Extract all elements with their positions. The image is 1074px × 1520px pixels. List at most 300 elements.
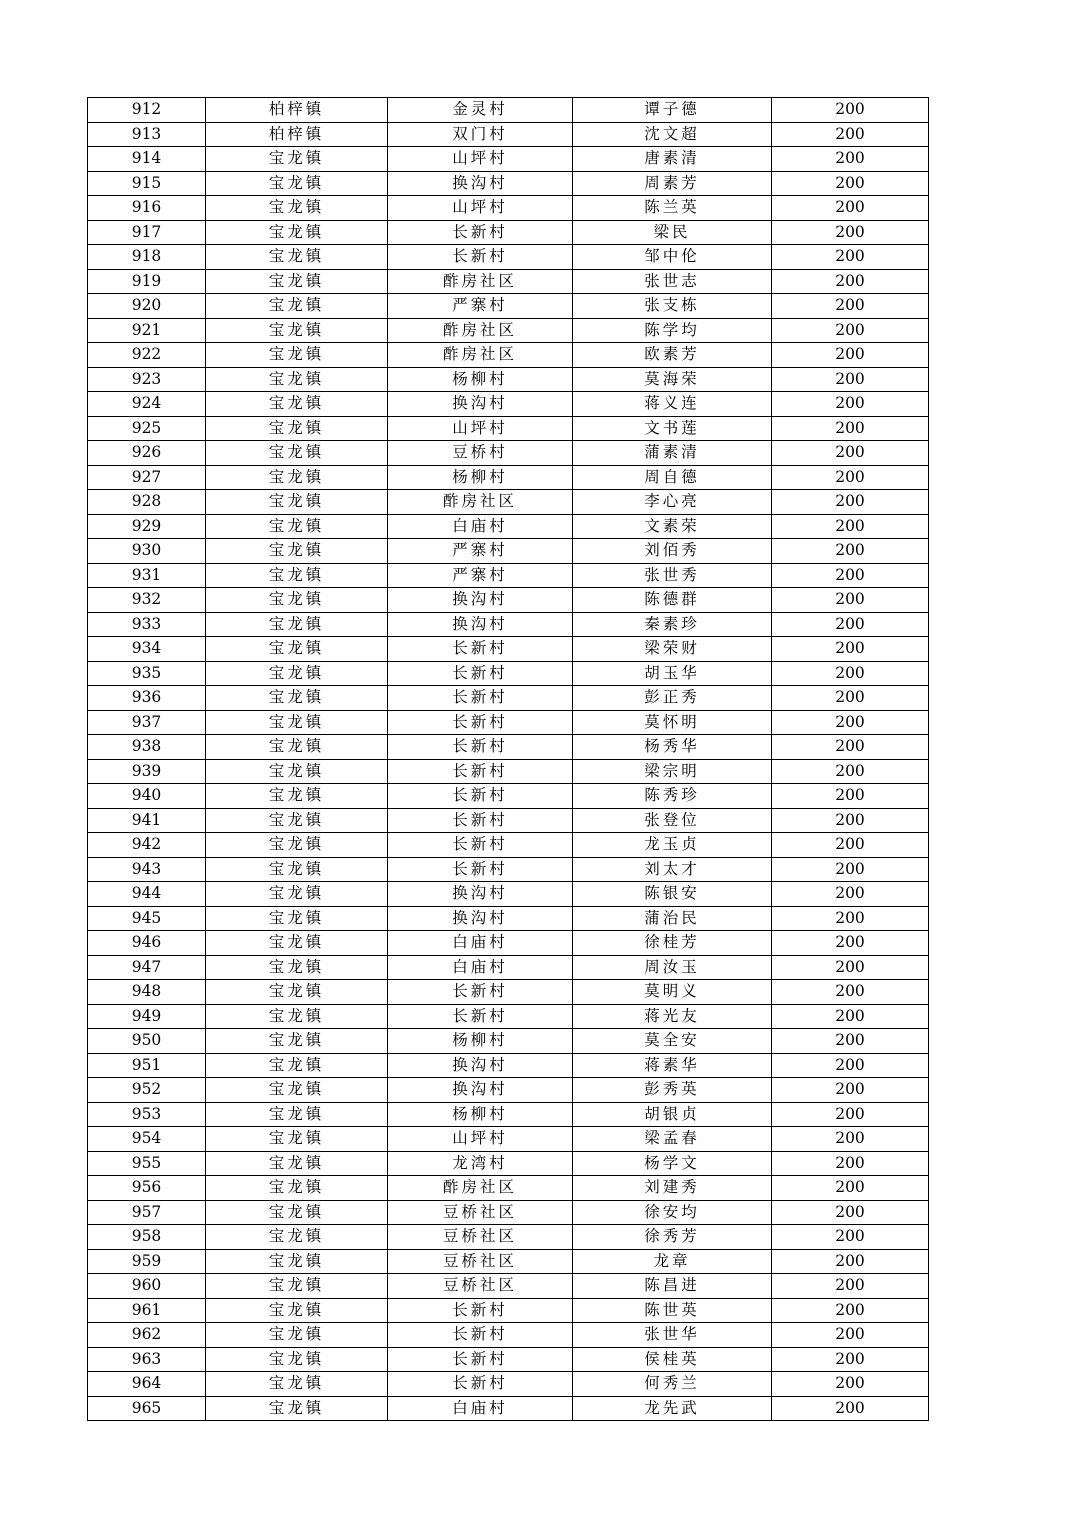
cell-serial-number: 929 <box>88 514 206 539</box>
cell-town: 宝龙镇 <box>206 171 388 196</box>
cell-town: 宝龙镇 <box>206 710 388 735</box>
cell-serial-number: 921 <box>88 318 206 343</box>
cell-name: 张世秀 <box>573 563 772 588</box>
table-row <box>88 98 929 123</box>
cell-town: 宝龙镇 <box>206 612 388 637</box>
cell-amount: 200 <box>772 637 929 662</box>
cell-name: 陈昌进 <box>573 1274 772 1299</box>
cell-town: 宝龙镇 <box>206 1274 388 1299</box>
cell-name: 唐素清 <box>573 147 772 172</box>
cell-serial-number: 960 <box>88 1274 206 1299</box>
cell-serial-number: 920 <box>88 294 206 319</box>
cell-village: 换沟村 <box>388 392 573 417</box>
cell-name: 何秀兰 <box>573 1372 772 1397</box>
cell-town: 宝龙镇 <box>206 1151 388 1176</box>
cell-serial-number: 932 <box>88 588 206 613</box>
cell-serial-number: 924 <box>88 392 206 417</box>
table-row <box>88 122 929 147</box>
cell-village: 豆桥社区 <box>388 1200 573 1225</box>
cell-serial-number: 937 <box>88 710 206 735</box>
table-row <box>88 1274 929 1299</box>
cell-village: 换沟村 <box>388 906 573 931</box>
table-row <box>88 465 929 490</box>
cell-amount: 200 <box>772 392 929 417</box>
cell-amount: 200 <box>772 833 929 858</box>
cell-name: 蒋义连 <box>573 392 772 417</box>
cell-town: 宝龙镇 <box>206 661 388 686</box>
cell-amount: 200 <box>772 1151 929 1176</box>
cell-serial-number: 927 <box>88 465 206 490</box>
cell-name: 陈学均 <box>573 318 772 343</box>
cell-amount: 200 <box>772 220 929 245</box>
cell-serial-number: 948 <box>88 980 206 1005</box>
cell-town: 宝龙镇 <box>206 1200 388 1225</box>
cell-town: 宝龙镇 <box>206 857 388 882</box>
cell-town: 宝龙镇 <box>206 343 388 368</box>
cell-name: 刘建秀 <box>573 1176 772 1201</box>
cell-village: 白庙村 <box>388 931 573 956</box>
table-row <box>88 514 929 539</box>
cell-amount: 200 <box>772 563 929 588</box>
cell-town: 宝龙镇 <box>206 490 388 515</box>
table-row <box>88 392 929 417</box>
cell-village: 金灵村 <box>388 98 573 123</box>
cell-town: 宝龙镇 <box>206 269 388 294</box>
cell-village: 长新村 <box>388 784 573 809</box>
cell-town: 宝龙镇 <box>206 588 388 613</box>
table-row <box>88 980 929 1005</box>
table-row <box>88 710 929 735</box>
cell-town: 宝龙镇 <box>206 1372 388 1397</box>
cell-name: 刘太才 <box>573 857 772 882</box>
cell-amount: 200 <box>772 882 929 907</box>
table-row <box>88 1151 929 1176</box>
cell-village: 换沟村 <box>388 882 573 907</box>
table-row <box>88 1249 929 1274</box>
cell-amount: 200 <box>772 735 929 760</box>
cell-name: 陈银安 <box>573 882 772 907</box>
cell-village: 豆桥社区 <box>388 1225 573 1250</box>
cell-village: 长新村 <box>388 1347 573 1372</box>
cell-village: 白庙村 <box>388 1396 573 1421</box>
cell-village: 白庙村 <box>388 514 573 539</box>
cell-serial-number: 931 <box>88 563 206 588</box>
cell-town: 柏梓镇 <box>206 98 388 123</box>
cell-serial-number: 956 <box>88 1176 206 1201</box>
cell-amount: 200 <box>772 318 929 343</box>
cell-name: 陈兰英 <box>573 196 772 221</box>
cell-amount: 200 <box>772 710 929 735</box>
cell-name: 梁孟春 <box>573 1127 772 1152</box>
cell-amount: 200 <box>772 1372 929 1397</box>
cell-amount: 200 <box>772 1225 929 1250</box>
cell-town: 宝龙镇 <box>206 465 388 490</box>
cell-amount: 200 <box>772 1323 929 1348</box>
cell-village: 杨柳村 <box>388 465 573 490</box>
cell-name: 秦素珍 <box>573 612 772 637</box>
cell-amount: 200 <box>772 980 929 1005</box>
cell-name: 邹中伦 <box>573 245 772 270</box>
cell-amount: 200 <box>772 1053 929 1078</box>
cell-amount: 200 <box>772 1347 929 1372</box>
cell-town: 柏梓镇 <box>206 122 388 147</box>
table-row <box>88 147 929 172</box>
cell-village: 豆桥社区 <box>388 1249 573 1274</box>
cell-serial-number: 940 <box>88 784 206 809</box>
cell-town: 宝龙镇 <box>206 833 388 858</box>
cell-amount: 200 <box>772 661 929 686</box>
cell-name: 莫怀明 <box>573 710 772 735</box>
cell-town: 宝龙镇 <box>206 882 388 907</box>
cell-amount: 200 <box>772 245 929 270</box>
cell-serial-number: 938 <box>88 735 206 760</box>
cell-name: 龙章 <box>573 1249 772 1274</box>
cell-serial-number: 957 <box>88 1200 206 1225</box>
cell-village: 酢房社区 <box>388 490 573 515</box>
cell-name: 周自德 <box>573 465 772 490</box>
cell-name: 陈世英 <box>573 1298 772 1323</box>
cell-town: 宝龙镇 <box>206 1249 388 1274</box>
cell-serial-number: 916 <box>88 196 206 221</box>
cell-name: 张世华 <box>573 1323 772 1348</box>
table-row <box>88 637 929 662</box>
cell-name: 刘佰秀 <box>573 539 772 564</box>
table-row <box>88 686 929 711</box>
cell-name: 蒋素华 <box>573 1053 772 1078</box>
cell-town: 宝龙镇 <box>206 808 388 833</box>
cell-village: 换沟村 <box>388 588 573 613</box>
table-row <box>88 1200 929 1225</box>
table-row <box>88 490 929 515</box>
table-row <box>88 196 929 221</box>
cell-serial-number: 918 <box>88 245 206 270</box>
cell-amount: 200 <box>772 1274 929 1299</box>
table-row <box>88 1029 929 1054</box>
cell-town: 宝龙镇 <box>206 392 388 417</box>
table-row <box>88 759 929 784</box>
cell-serial-number: 964 <box>88 1372 206 1397</box>
cell-amount: 200 <box>772 1249 929 1274</box>
table-row <box>88 1396 929 1421</box>
cell-town: 宝龙镇 <box>206 147 388 172</box>
cell-town: 宝龙镇 <box>206 563 388 588</box>
cell-village: 换沟村 <box>388 612 573 637</box>
cell-village: 长新村 <box>388 710 573 735</box>
cell-town: 宝龙镇 <box>206 416 388 441</box>
cell-name: 徐桂芳 <box>573 931 772 956</box>
cell-village: 长新村 <box>388 980 573 1005</box>
table-row <box>88 171 929 196</box>
cell-town: 宝龙镇 <box>206 1298 388 1323</box>
cell-amount: 200 <box>772 367 929 392</box>
table-row <box>88 367 929 392</box>
cell-amount: 200 <box>772 857 929 882</box>
cell-town: 宝龙镇 <box>206 1029 388 1054</box>
table-row <box>88 318 929 343</box>
cell-village: 长新村 <box>388 808 573 833</box>
cell-name: 彭秀英 <box>573 1078 772 1103</box>
cell-amount: 200 <box>772 759 929 784</box>
cell-amount: 200 <box>772 1102 929 1127</box>
table-row <box>88 1298 929 1323</box>
table-row <box>88 661 929 686</box>
cell-name: 彭正秀 <box>573 686 772 711</box>
cell-name: 李心亮 <box>573 490 772 515</box>
cell-name: 文素荣 <box>573 514 772 539</box>
cell-serial-number: 925 <box>88 416 206 441</box>
table-row <box>88 955 929 980</box>
table-row <box>88 343 929 368</box>
cell-amount: 200 <box>772 808 929 833</box>
cell-name: 杨学文 <box>573 1151 772 1176</box>
cell-serial-number: 962 <box>88 1323 206 1348</box>
cell-name: 徐秀芳 <box>573 1225 772 1250</box>
cell-amount: 200 <box>772 1029 929 1054</box>
cell-serial-number: 939 <box>88 759 206 784</box>
cell-amount: 200 <box>772 686 929 711</box>
cell-amount: 200 <box>772 514 929 539</box>
table-row <box>88 1078 929 1103</box>
cell-amount: 200 <box>772 1298 929 1323</box>
cell-village: 酢房社区 <box>388 269 573 294</box>
cell-name: 梁荣财 <box>573 637 772 662</box>
table-row <box>88 1176 929 1201</box>
cell-name: 莫全安 <box>573 1029 772 1054</box>
cell-serial-number: 936 <box>88 686 206 711</box>
cell-village: 长新村 <box>388 1004 573 1029</box>
table-row <box>88 1347 929 1372</box>
cell-village: 长新村 <box>388 245 573 270</box>
cell-name: 梁民 <box>573 220 772 245</box>
table-row <box>88 735 929 760</box>
cell-town: 宝龙镇 <box>206 1347 388 1372</box>
table-row <box>88 882 929 907</box>
cell-serial-number: 919 <box>88 269 206 294</box>
cell-village: 山坪村 <box>388 147 573 172</box>
cell-amount: 200 <box>772 784 929 809</box>
cell-amount: 200 <box>772 269 929 294</box>
cell-name: 徐安均 <box>573 1200 772 1225</box>
table-row <box>88 1053 929 1078</box>
cell-village: 山坪村 <box>388 196 573 221</box>
cell-serial-number: 959 <box>88 1249 206 1274</box>
cell-village: 长新村 <box>388 1323 573 1348</box>
cell-village: 长新村 <box>388 686 573 711</box>
cell-town: 宝龙镇 <box>206 931 388 956</box>
cell-amount: 200 <box>772 588 929 613</box>
cell-village: 山坪村 <box>388 1127 573 1152</box>
cell-village: 长新村 <box>388 220 573 245</box>
cell-serial-number: 945 <box>88 906 206 931</box>
cell-serial-number: 952 <box>88 1078 206 1103</box>
table-row <box>88 588 929 613</box>
cell-town: 宝龙镇 <box>206 686 388 711</box>
cell-town: 宝龙镇 <box>206 367 388 392</box>
cell-village: 长新村 <box>388 857 573 882</box>
table-row <box>88 833 929 858</box>
cell-amount: 200 <box>772 539 929 564</box>
cell-village: 长新村 <box>388 661 573 686</box>
cell-name: 胡银贞 <box>573 1102 772 1127</box>
cell-amount: 200 <box>772 294 929 319</box>
cell-village: 换沟村 <box>388 1078 573 1103</box>
cell-serial-number: 941 <box>88 808 206 833</box>
cell-serial-number: 942 <box>88 833 206 858</box>
cell-serial-number: 912 <box>88 98 206 123</box>
cell-amount: 200 <box>772 98 929 123</box>
table-row <box>88 906 929 931</box>
cell-village: 长新村 <box>388 637 573 662</box>
cell-name: 蒲素清 <box>573 441 772 466</box>
cell-amount: 200 <box>772 122 929 147</box>
cell-serial-number: 926 <box>88 441 206 466</box>
cell-town: 宝龙镇 <box>206 1053 388 1078</box>
cell-village: 长新村 <box>388 1298 573 1323</box>
cell-town: 宝龙镇 <box>206 735 388 760</box>
cell-serial-number: 923 <box>88 367 206 392</box>
cell-village: 换沟村 <box>388 1053 573 1078</box>
cell-town: 宝龙镇 <box>206 441 388 466</box>
cell-name: 陈德群 <box>573 588 772 613</box>
cell-name: 张世志 <box>573 269 772 294</box>
cell-town: 宝龙镇 <box>206 245 388 270</box>
cell-village: 长新村 <box>388 1372 573 1397</box>
cell-village: 豆桥村 <box>388 441 573 466</box>
cell-serial-number: 917 <box>88 220 206 245</box>
table-body <box>88 98 929 1421</box>
cell-serial-number: 943 <box>88 857 206 882</box>
cell-town: 宝龙镇 <box>206 196 388 221</box>
cell-amount: 200 <box>772 171 929 196</box>
cell-serial-number: 965 <box>88 1396 206 1421</box>
cell-name: 杨秀华 <box>573 735 772 760</box>
table-row <box>88 220 929 245</box>
cell-village: 酢房社区 <box>388 1176 573 1201</box>
cell-serial-number: 935 <box>88 661 206 686</box>
table-row <box>88 245 929 270</box>
table-row <box>88 1323 929 1348</box>
cell-serial-number: 950 <box>88 1029 206 1054</box>
table-row <box>88 539 929 564</box>
cell-name: 莫海荣 <box>573 367 772 392</box>
cell-amount: 200 <box>772 906 929 931</box>
table-row <box>88 563 929 588</box>
cell-amount: 200 <box>772 441 929 466</box>
cell-village: 双门村 <box>388 122 573 147</box>
data-table <box>87 97 929 1421</box>
cell-amount: 200 <box>772 1396 929 1421</box>
table-row <box>88 1102 929 1127</box>
cell-town: 宝龙镇 <box>206 637 388 662</box>
cell-amount: 200 <box>772 1078 929 1103</box>
cell-amount: 200 <box>772 612 929 637</box>
cell-village: 杨柳村 <box>388 367 573 392</box>
cell-amount: 200 <box>772 1127 929 1152</box>
cell-amount: 200 <box>772 1176 929 1201</box>
cell-town: 宝龙镇 <box>206 1127 388 1152</box>
cell-name: 沈文超 <box>573 122 772 147</box>
table-row <box>88 416 929 441</box>
cell-name: 蒲治民 <box>573 906 772 931</box>
cell-village: 山坪村 <box>388 416 573 441</box>
cell-village: 严寨村 <box>388 539 573 564</box>
cell-name: 张登位 <box>573 808 772 833</box>
table-row <box>88 269 929 294</box>
cell-village: 豆桥社区 <box>388 1274 573 1299</box>
cell-town: 宝龙镇 <box>206 1225 388 1250</box>
cell-amount: 200 <box>772 490 929 515</box>
cell-serial-number: 961 <box>88 1298 206 1323</box>
cell-name: 欧素芳 <box>573 343 772 368</box>
cell-village: 杨柳村 <box>388 1029 573 1054</box>
table-row <box>88 1225 929 1250</box>
cell-serial-number: 946 <box>88 931 206 956</box>
cell-amount: 200 <box>772 1004 929 1029</box>
cell-name: 龙玉贞 <box>573 833 772 858</box>
cell-name: 胡玉华 <box>573 661 772 686</box>
table-row <box>88 441 929 466</box>
cell-amount: 200 <box>772 931 929 956</box>
cell-amount: 200 <box>772 1200 929 1225</box>
cell-town: 宝龙镇 <box>206 220 388 245</box>
cell-village: 杨柳村 <box>388 1102 573 1127</box>
cell-name: 周汝玉 <box>573 955 772 980</box>
cell-name: 周素芳 <box>573 171 772 196</box>
cell-serial-number: 915 <box>88 171 206 196</box>
cell-serial-number: 913 <box>88 122 206 147</box>
cell-name: 龙先武 <box>573 1396 772 1421</box>
table-row <box>88 294 929 319</box>
cell-name: 谭子德 <box>573 98 772 123</box>
table-row <box>88 1372 929 1397</box>
cell-amount: 200 <box>772 147 929 172</box>
cell-amount: 200 <box>772 196 929 221</box>
cell-village: 长新村 <box>388 759 573 784</box>
cell-amount: 200 <box>772 955 929 980</box>
cell-town: 宝龙镇 <box>206 759 388 784</box>
cell-serial-number: 930 <box>88 539 206 564</box>
cell-town: 宝龙镇 <box>206 955 388 980</box>
cell-village: 长新村 <box>388 735 573 760</box>
cell-name: 陈秀珍 <box>573 784 772 809</box>
cell-amount: 200 <box>772 465 929 490</box>
cell-town: 宝龙镇 <box>206 318 388 343</box>
cell-name: 张支栋 <box>573 294 772 319</box>
cell-town: 宝龙镇 <box>206 1102 388 1127</box>
cell-serial-number: 963 <box>88 1347 206 1372</box>
cell-serial-number: 914 <box>88 147 206 172</box>
cell-town: 宝龙镇 <box>206 294 388 319</box>
cell-serial-number: 928 <box>88 490 206 515</box>
cell-town: 宝龙镇 <box>206 1004 388 1029</box>
cell-name: 蒋光友 <box>573 1004 772 1029</box>
cell-village: 换沟村 <box>388 171 573 196</box>
cell-serial-number: 953 <box>88 1102 206 1127</box>
table-row <box>88 1004 929 1029</box>
cell-serial-number: 958 <box>88 1225 206 1250</box>
table-row <box>88 612 929 637</box>
cell-serial-number: 947 <box>88 955 206 980</box>
cell-village: 酢房社区 <box>388 318 573 343</box>
cell-name: 侯桂英 <box>573 1347 772 1372</box>
cell-town: 宝龙镇 <box>206 980 388 1005</box>
cell-serial-number: 944 <box>88 882 206 907</box>
cell-town: 宝龙镇 <box>206 1078 388 1103</box>
table-row <box>88 1127 929 1152</box>
table-row <box>88 857 929 882</box>
cell-amount: 200 <box>772 343 929 368</box>
cell-village: 长新村 <box>388 833 573 858</box>
